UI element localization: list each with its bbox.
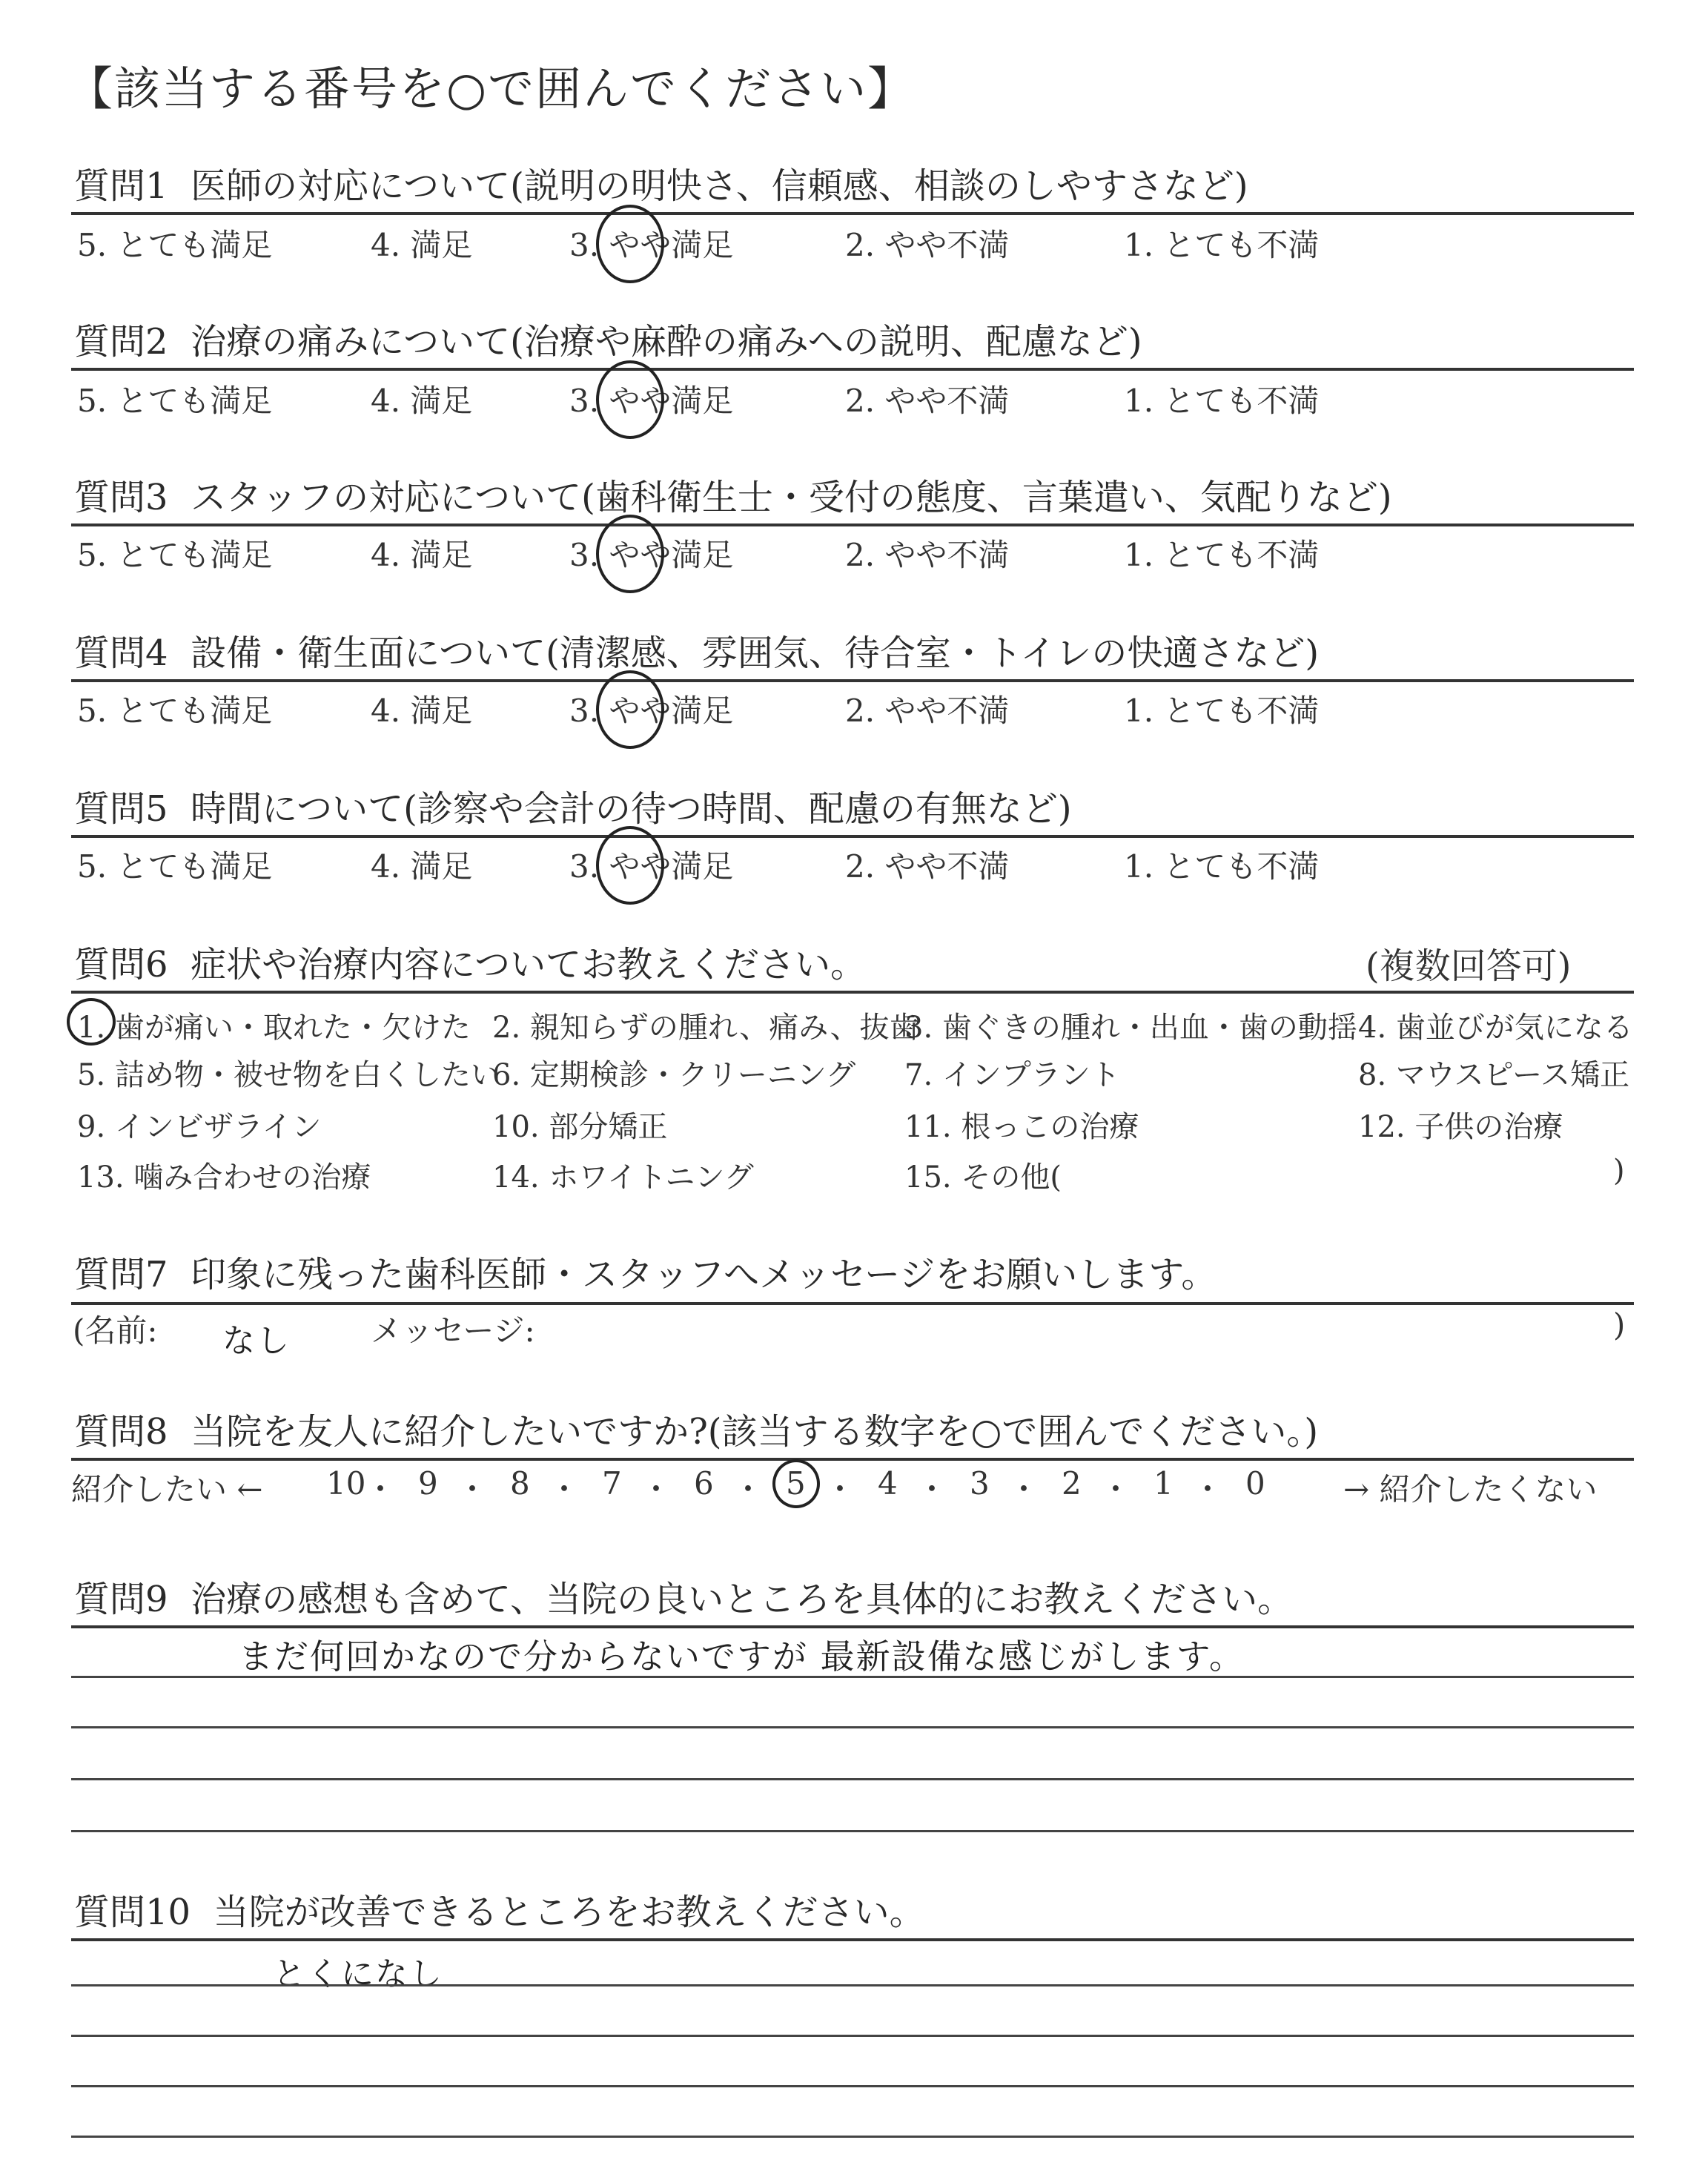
q7-rule	[71, 1302, 1634, 1305]
symptom-option[interactable]: 15. その他(	[904, 1160, 1062, 1195]
scale-separator: ・	[916, 1471, 948, 1507]
scale-separator: ・	[1192, 1471, 1224, 1507]
rating-option[interactable]: 1. とても不満	[1124, 383, 1320, 419]
selection-circle	[596, 205, 664, 283]
q8-rule	[71, 1458, 1634, 1461]
rating-option[interactable]: 2. やや不満	[845, 227, 1010, 263]
q8-title: 質問8 当院を友人に紹介したいですか?(該当する数字を○で囲んでください。)	[74, 1411, 1319, 1453]
rating-option[interactable]: 5. とても満足	[77, 383, 273, 419]
q10-line-1	[71, 1984, 1634, 1986]
scale-number[interactable]: 4	[878, 1465, 898, 1502]
rating-option[interactable]: 1. とても不満	[1124, 227, 1320, 263]
q10-line-4	[71, 2136, 1634, 2138]
q9-line-1	[71, 1676, 1634, 1678]
scale-separator: ・	[640, 1471, 672, 1507]
q8-right-label: → 紹介したくない	[1343, 1471, 1598, 1507]
q7-close: )	[1613, 1307, 1626, 1343]
rating-option[interactable]: 4. 満足	[371, 693, 473, 729]
scale-number[interactable]: 6	[694, 1465, 714, 1502]
symptom-option[interactable]: 3. 歯ぐきの腫れ・出血・歯の動揺	[904, 1011, 1357, 1045]
scale-number[interactable]: 7	[602, 1465, 622, 1502]
symptom-option[interactable]: 4. 歯並びが気になる	[1358, 1011, 1633, 1045]
q5-rule	[71, 835, 1634, 838]
symptom-option[interactable]: 11. 根っこの治療	[904, 1110, 1139, 1144]
rating-option[interactable]: 5. とても満足	[77, 227, 273, 263]
q9-line-3	[71, 1778, 1634, 1780]
scale-number[interactable]: 9	[418, 1465, 438, 1502]
rating-option[interactable]: 3. やや満足	[569, 383, 734, 419]
symptom-option[interactable]: )	[1613, 1154, 1625, 1188]
q5-title: 質問5 時間について(診察や会計の待つ時間、配慮の有無など)	[74, 788, 1072, 830]
page-title: 【該当する番号を○で囲んでください】	[67, 62, 916, 116]
q7-message-label: メッセージ:	[371, 1312, 535, 1349]
rating-option[interactable]: 1. とても不満	[1124, 848, 1320, 885]
q7-name-label: (名前:	[73, 1312, 158, 1349]
symptom-option[interactable]: 13. 噛み合わせの治療	[77, 1160, 371, 1195]
scale-number[interactable]: 3	[970, 1465, 990, 1502]
q4-title: 質問4 設備・衛生面について(清潔感、雰囲気、待合室・トイレの快適さなど)	[74, 633, 1320, 674]
q9-answer: まだ何回かなので分からないですが 最新設備な感じがします。	[239, 1636, 1245, 1677]
q10-rule	[71, 1938, 1634, 1941]
symptom-option[interactable]: 14. ホワイトニング	[492, 1160, 754, 1195]
q10-title: 質問10 当院が改善できるところをお教えください。	[74, 1892, 925, 1933]
symptom-option[interactable]: 7. インプラント	[904, 1058, 1120, 1092]
symptom-option[interactable]: 5. 詰め物・被せ物を白くしたい	[77, 1058, 500, 1092]
scale-separator: ・	[457, 1471, 489, 1507]
selection-circle	[596, 670, 664, 749]
rating-option[interactable]: 5. とても満足	[77, 537, 273, 573]
q10-line-2	[71, 2035, 1634, 2037]
rating-option[interactable]: 2. やや不満	[845, 693, 1010, 729]
q6-rule	[71, 991, 1634, 994]
rating-option[interactable]: 2. やや不満	[845, 383, 1010, 419]
rating-option[interactable]: 4. 満足	[371, 537, 473, 573]
q6-note: (複数回答可)	[1366, 945, 1572, 987]
symptom-option[interactable]: 6. 定期検診・クリーニング	[492, 1058, 856, 1092]
rating-option[interactable]: 4. 満足	[371, 383, 473, 419]
symptom-option[interactable]: 1. 歯が痛い・取れた・欠けた	[77, 1011, 471, 1045]
rating-option[interactable]: 5. とても満足	[77, 693, 273, 729]
scale-separator: ・	[1008, 1471, 1040, 1507]
rating-option[interactable]: 5. とても満足	[77, 848, 273, 885]
scale-separator: ・	[824, 1471, 856, 1507]
scale-number[interactable]: 5	[786, 1465, 806, 1502]
scale-number[interactable]: 1	[1153, 1465, 1174, 1502]
q1-title: 質問1 医師の対応について(説明の明快さ、信頼感、相談のしやすさなど)	[74, 165, 1248, 207]
symptom-option[interactable]: 2. 親知らずの腫れ、痛み、抜歯	[492, 1011, 919, 1045]
q2-title: 質問2 治療の痛みについて(治療や麻酔の痛みへの説明、配慮など)	[74, 321, 1142, 363]
q3-rule	[71, 524, 1634, 526]
rating-option[interactable]: 3. やや満足	[569, 537, 734, 573]
scale-separator: ・	[549, 1471, 580, 1507]
q10-line-3	[71, 2085, 1634, 2087]
symptom-option[interactable]: 8. マウスピース矯正	[1358, 1058, 1630, 1092]
rating-option[interactable]: 3. やや満足	[569, 227, 734, 263]
q7-name-value: なし	[222, 1322, 291, 1360]
rating-option[interactable]: 2. やや不満	[845, 537, 1010, 573]
symptom-option[interactable]: 9. インビザライン	[77, 1110, 322, 1144]
scale-number[interactable]: 2	[1062, 1465, 1082, 1502]
scale-number[interactable]: 8	[510, 1465, 530, 1502]
q7-title: 質問7 印象に残った歯科医師・スタッフへメッセージをお願いします。	[74, 1254, 1217, 1295]
q10-answer: とくになし	[273, 1955, 443, 1993]
symptom-option[interactable]: 10. 部分矯正	[492, 1110, 668, 1144]
rating-option[interactable]: 3. やや満足	[569, 693, 734, 729]
q1-rule	[71, 212, 1634, 215]
rating-option[interactable]: 2. やや不満	[845, 848, 1010, 885]
q2-rule	[71, 368, 1634, 371]
rating-option[interactable]: 3. やや満足	[569, 848, 734, 885]
q9-title: 質問9 治療の感想も含めて、当院の良いところを具体的にお教えください。	[74, 1579, 1294, 1620]
rating-option[interactable]: 1. とても不満	[1124, 537, 1320, 573]
q6-title: 質問6 症状や治療内容についてお教えください。	[74, 944, 867, 985]
selection-circle	[596, 515, 664, 593]
q4-rule	[71, 679, 1634, 682]
scale-separator: ・	[732, 1471, 764, 1507]
selection-circle	[772, 1459, 820, 1508]
symptom-option[interactable]: 12. 子供の治療	[1358, 1110, 1563, 1144]
scale-separator: ・	[1100, 1471, 1132, 1507]
q9-line-4	[71, 1830, 1634, 1832]
q9-rule	[71, 1625, 1634, 1628]
selection-circle	[596, 360, 664, 439]
rating-option[interactable]: 4. 満足	[371, 227, 473, 263]
scale-separator: ・	[365, 1471, 397, 1507]
q8-left-label: 紹介したい ←	[71, 1471, 263, 1507]
rating-option[interactable]: 4. 満足	[371, 848, 473, 885]
selection-circle	[67, 998, 116, 1046]
q3-title: 質問3 スタッフの対応について(歯科衛生士・受付の態度、言葉遣い、気配りなど)	[74, 477, 1392, 518]
scale-number[interactable]: 10	[326, 1465, 366, 1502]
scale-number[interactable]: 0	[1245, 1465, 1265, 1502]
selection-circle	[596, 826, 664, 905]
q9-line-2	[71, 1726, 1634, 1728]
rating-option[interactable]: 1. とても不満	[1124, 693, 1320, 729]
